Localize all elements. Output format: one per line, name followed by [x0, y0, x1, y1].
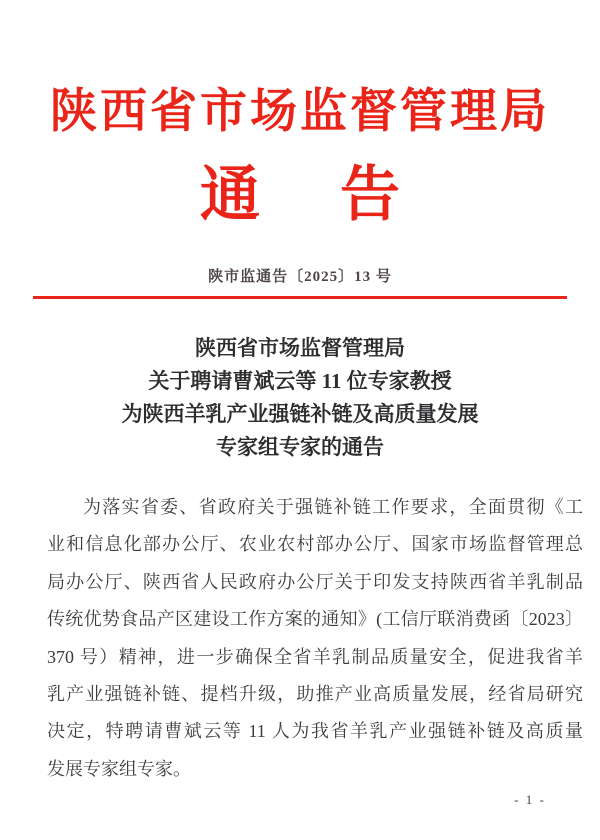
- body-line-3: 局办公厅、陕西省人民政府办公厅关于印发支持陕西省羊乳制品: [47, 571, 583, 592]
- agency-name-header: 陕西省市场监督管理局: [50, 86, 550, 138]
- body-line-7: 决定，特聘请曹斌云等 11 人为我省羊乳产业强链补链及高质量: [47, 721, 583, 742]
- body-paragraph: [47, 489, 583, 788]
- notice-title-line-3: 为陕西羊乳产业强链补链及高质量发展: [121, 402, 479, 426]
- notice-title-line-4: 专家组专家的通告: [216, 435, 384, 459]
- body-line-1: 为落实省委、省政府关于强链补链工作要求，全面贯彻《工: [83, 497, 583, 517]
- notice-type-char-1: 通: [200, 162, 260, 228]
- red-separator-line: [33, 296, 567, 299]
- body-line-4: 传统优势食品产区建设工作方案的通知》(工信厅联消费函〔2023〕: [47, 609, 583, 630]
- notice-title: [0, 332, 600, 464]
- body-line-6: 乳产业强链补链、提档升级，助推产业高质量发展，经省局研究: [47, 684, 583, 705]
- body-line-8: 发展专家组专家。: [47, 758, 191, 779]
- body-line-2: 业和信息化部办公厅、农业农村部办公厅、国家市场监督管理总: [47, 534, 583, 555]
- notice-title-line-1: 陕西省市场监督管理局: [195, 336, 405, 360]
- page-number: - 1 -: [514, 792, 546, 807]
- notice-type-heading: [0, 162, 600, 228]
- body-line-5: 370 号）精神，进一步确保全省羊乳制品质量安全，促进我省羊: [47, 646, 583, 667]
- notice-type-char-2: 告: [340, 162, 400, 228]
- document-number: 陕市监通告〔2025〕13 号: [208, 269, 392, 285]
- notice-title-line-2: 关于聘请曹斌云等 11 位专家教授: [148, 369, 452, 393]
